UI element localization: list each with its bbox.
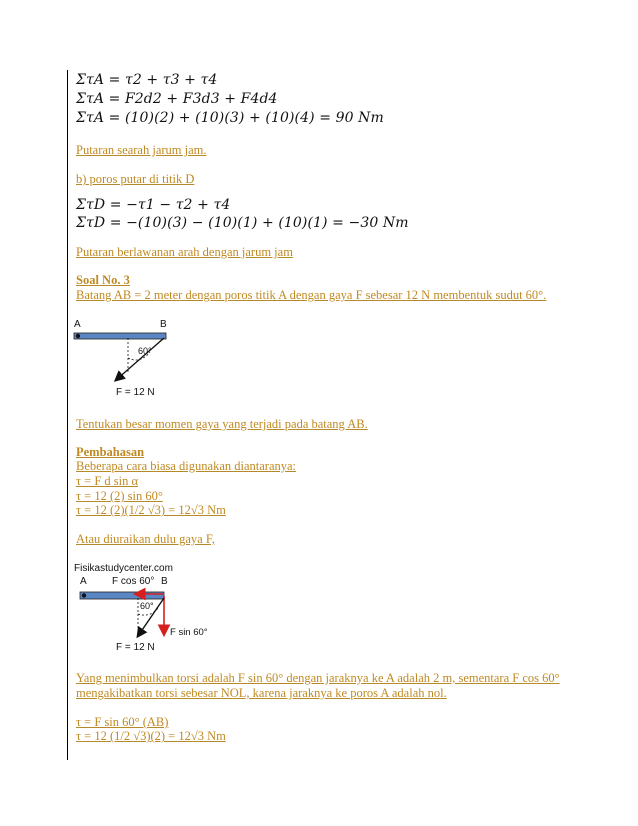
label-point-b: B (161, 576, 168, 587)
angle-label: 60° (138, 346, 152, 356)
pivot-point (82, 593, 86, 597)
text-final-paragraph-1: Yang menimbulkan torsi adalah F sin 60° dengan jaraknya ke A adalah 2 m, sementara F cos 60° (76, 671, 560, 685)
angle-label: 60° (140, 601, 154, 611)
equation-sum-torque-a-3: ΣτA = (10)(2) + (10)(3) + (10)(4) = 90 Nm (76, 110, 384, 126)
equation-sum-torque-d-1: ΣτD = −τ1 − τ2 + τ4 (76, 197, 231, 213)
label-f-cos: F cos 60° (112, 576, 155, 587)
text-pembahasan-3: τ = 12 (2) sin 60° (76, 489, 163, 503)
figure-rod-force-diagram (70, 316, 210, 400)
label-point-b: B (160, 319, 167, 330)
text-pembahasan-1: Beberapa cara biasa digunakan diantaranya: (76, 459, 297, 473)
text-putaran-searah: Putaran searah jarum jam. (76, 143, 207, 157)
heading-soal-3: Soal No. 3 (76, 273, 130, 287)
text-final-eq-2: τ = 12 (1/2 √3)(2) = 12√3 Nm (76, 729, 226, 743)
equation-sum-torque-a-1: ΣτA = τ2 + τ3 + τ4 (76, 72, 218, 88)
label-f-sin: F sin 60° (170, 627, 208, 638)
left-margin-rule (67, 70, 68, 760)
figure-force-components-diagram (70, 558, 250, 654)
text-part-b: b) poros putar di titik D (76, 172, 195, 186)
text-atau-diuraikan: Atau diuraikan dulu gaya F, (76, 532, 215, 546)
equation-sum-torque-d-2: ΣτD = −(10)(3) − (10)(1) + (10)(1) = −30 Nm (76, 215, 409, 231)
heading-pembahasan: Pembahasan (76, 445, 145, 459)
rod-ab (74, 333, 166, 339)
text-pembahasan-2: τ = F d sin α (76, 474, 139, 488)
text-final-eq-1: τ = F sin 60° (AB) (76, 715, 169, 729)
text-final-paragraph-2: mengakibatkan torsi sebesar NOL, karena jaraknya ke poros A adalah nol. (76, 686, 447, 700)
text-question: Tentukan besar momen gaya yang terjadi pada batang AB. (76, 417, 368, 431)
text-soal-statement: Batang AB = 2 meter dengan poros titik A dengan gaya F sebesar 12 N membentuk sudut 60°. (76, 288, 547, 302)
pivot-point (76, 334, 80, 338)
text-putaran-berlawanan: Putaran berlawanan arah dengan jarum jam (76, 245, 293, 259)
text-pembahasan-4: τ = 12 (2)(1/2 √3) = 12√3 Nm (76, 503, 226, 517)
watermark-text: Fisikastudycenter.com (74, 563, 173, 574)
force-label: F = 12 N (116, 387, 155, 398)
equation-sum-torque-a-2: ΣτA = F2d2 + F3d3 + F4d4 (76, 91, 278, 107)
force-label: F = 12 N (116, 642, 155, 653)
label-point-a: A (74, 319, 81, 330)
rod-ab (80, 592, 164, 599)
label-point-a: A (80, 576, 87, 587)
